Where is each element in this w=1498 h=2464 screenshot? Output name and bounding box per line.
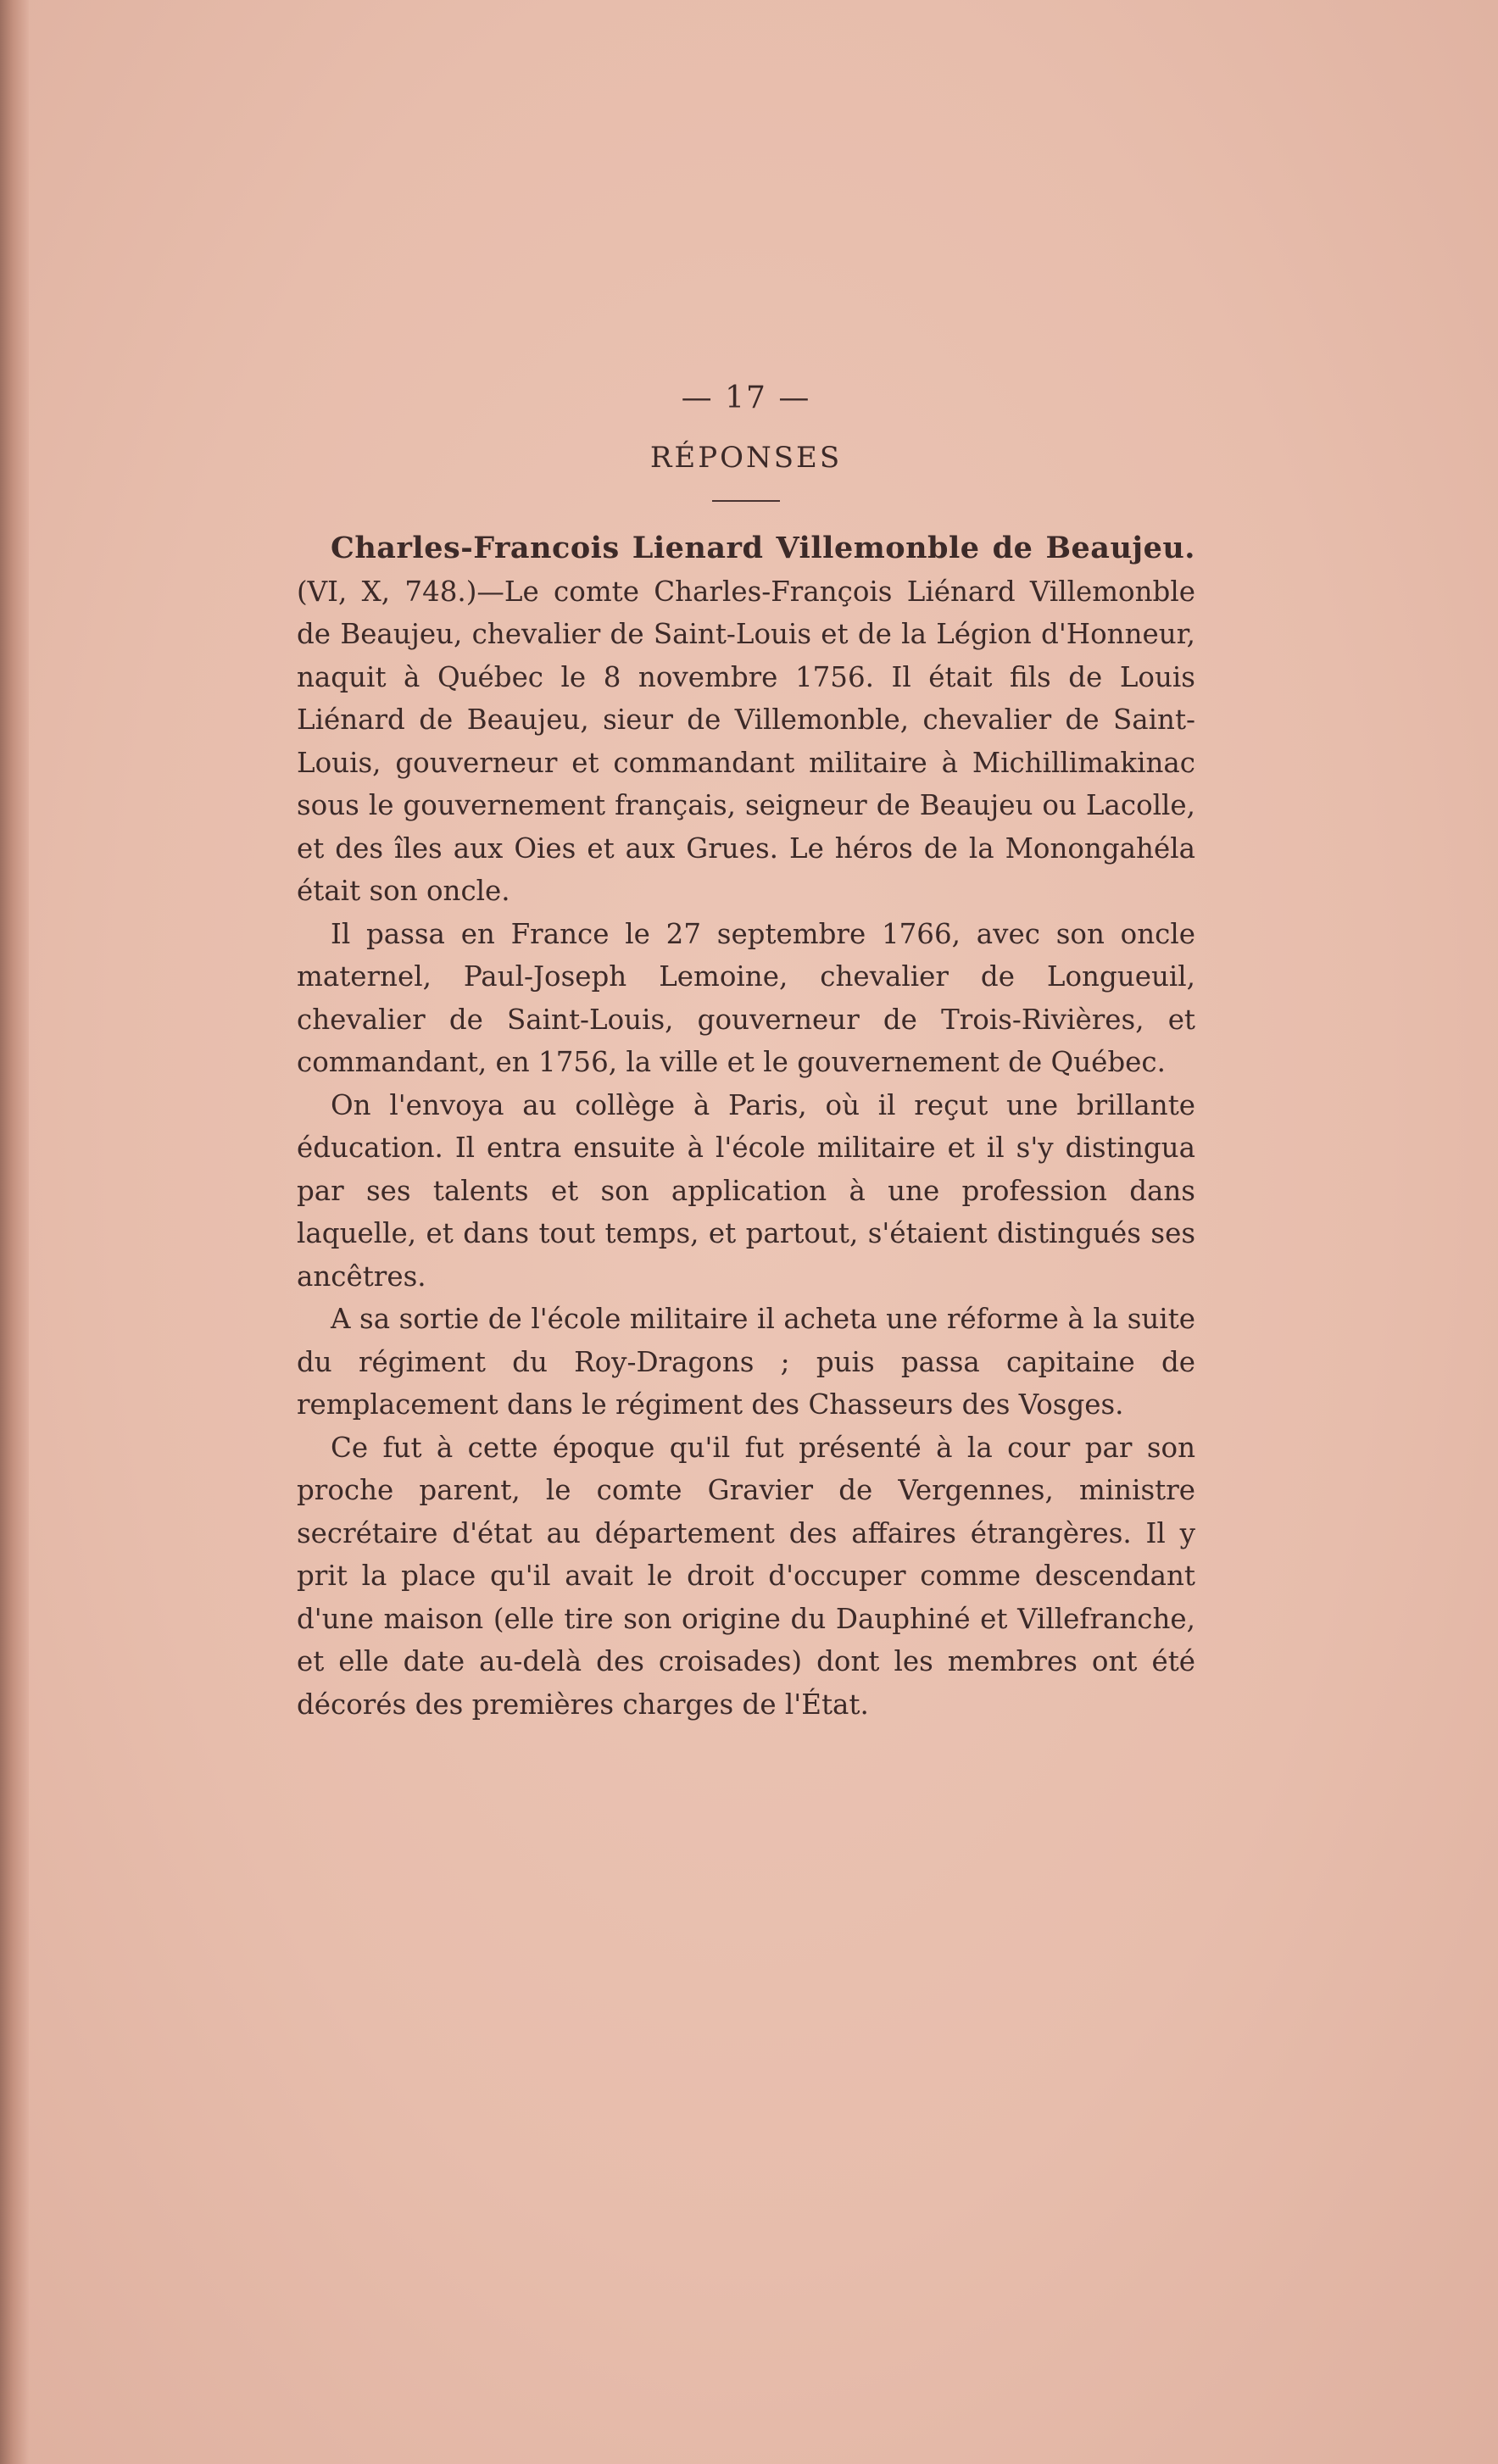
paragraph-4: A sa sortie de l'école militaire il acheta une réforme à la suite du régiment du Roy-Dragons ; puis passa capitaine de remplacement dans le régiment des Chasseurs des Vosges. — [297, 1303, 1195, 1421]
paragraph-1-text: (VI, X, 748.)—Le comte Charles-François Liénard Villemonble de Beaujeu, chevalier de Saint-Louis et de la Légion d'Honneur, naquit à Québec le 8 novembre 1756. Il était fils de Louis Liénard de Beaujeu, sieur de Villemonble, chevalier de Saint-Louis, gouverneur et commandant militaire à Michillimakinac sous le gouvernement français, seigneur de Beaujeu ou Lacolle, et des îles aux Oies et aux Grues. Le héros de la Monongahéla était son oncle. — [297, 575, 1195, 907]
paragraph-1 — [297, 527, 1195, 913]
paragraph-3: On l'envoya au collège à Paris, où il reçut une brillante éducation. Il entra ensuite à l'école militaire et il s'y distingua par ses talents et son application à une profession dans laquelle, et dans tout temps, et partout, s'étaient distingués ses ancêtres. — [297, 1088, 1195, 1293]
paragraph-5: Ce fut à cette époque qu'il fut présenté à la cour par son proche parent, le comte Gravier de Vergennes, ministre secrétaire d'état au département des affaires étrangères. Il y prit la place qu'il avait le droit d'occuper comme descendant d'une maison (elle tire son origine du Dauphiné et Villefranche, et elle date au-delà des croisades) dont les membres ont été décorés des premières charges de l'État. — [297, 1431, 1195, 1721]
entry-heading: Charles-Francois Lienard Villemonble de Beaujeu. — [331, 531, 1195, 565]
text-block — [297, 364, 1195, 1726]
page-number: — 17 — — [681, 381, 811, 415]
title-rule — [712, 500, 780, 502]
paragraph-2: Il passa en France le 27 septembre 1766, avec son oncle maternel, Paul-Joseph Lemoine, chevalier de Longueuil, chevalier de Saint-Louis, gouverneur de Trois-Rivières, et commandant, en 1756, la ville et le gouvernement de Québec. — [297, 917, 1195, 1078]
section-title: RÉPONSES — [649, 441, 843, 475]
page-binding-edge — [0, 0, 29, 2464]
